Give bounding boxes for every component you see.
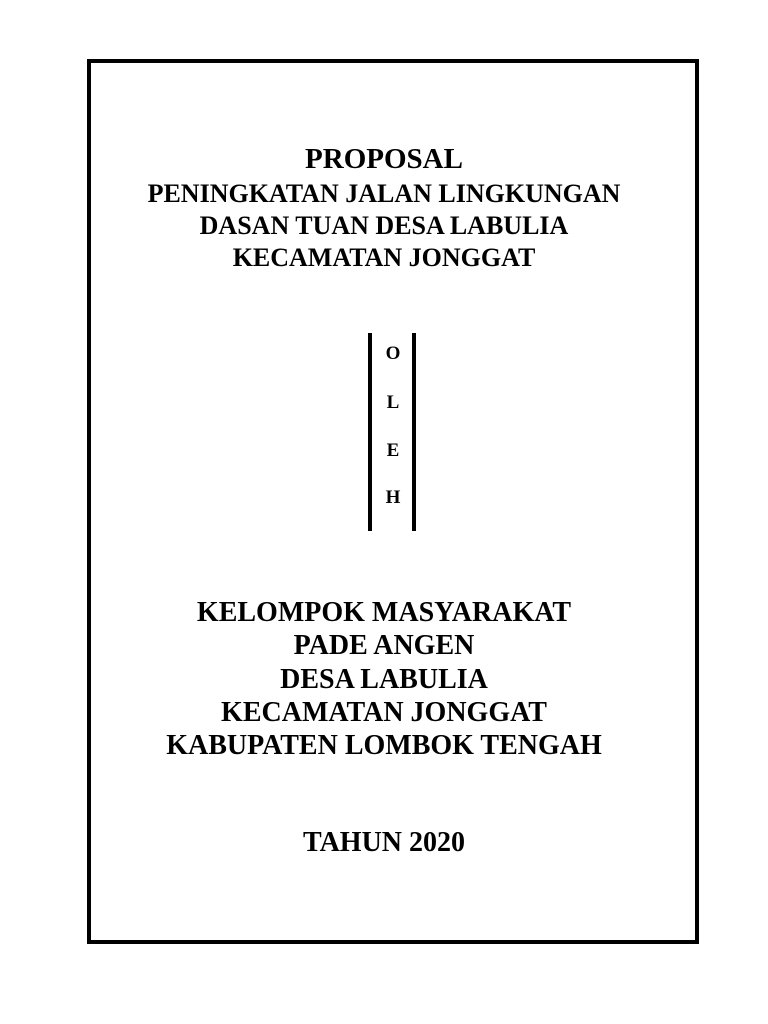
oleh-letter-o: O	[385, 343, 401, 364]
proposal-year: TAHUN 2020	[302, 827, 466, 858]
project-title-line-1: PENINGKATAN JALAN LINGKUNGAN	[147, 179, 621, 208]
project-title-line-3: KECAMATAN JONGGAT	[232, 243, 536, 272]
organization-line-3: DESA LABULIA	[280, 664, 488, 695]
document-type-heading: PROPOSAL	[305, 143, 463, 175]
oleh-letter-e: E	[386, 440, 400, 461]
organization-line-4: KECAMATAN JONGGAT	[221, 697, 547, 728]
project-title-line-2: DASAN TUAN DESA LABULIA	[199, 211, 569, 240]
oleh-right-bar	[412, 333, 416, 531]
oleh-letter-h: H	[385, 487, 401, 508]
organization-line-2: PADE ANGEN	[293, 630, 475, 661]
organization-line-5: KABUPATEN LOMBOK TENGAH	[166, 730, 602, 761]
oleh-left-bar	[368, 333, 372, 531]
oleh-letter-l: L	[386, 392, 400, 413]
organization-line-1: KELOMPOK MASYARAKAT	[196, 597, 572, 628]
